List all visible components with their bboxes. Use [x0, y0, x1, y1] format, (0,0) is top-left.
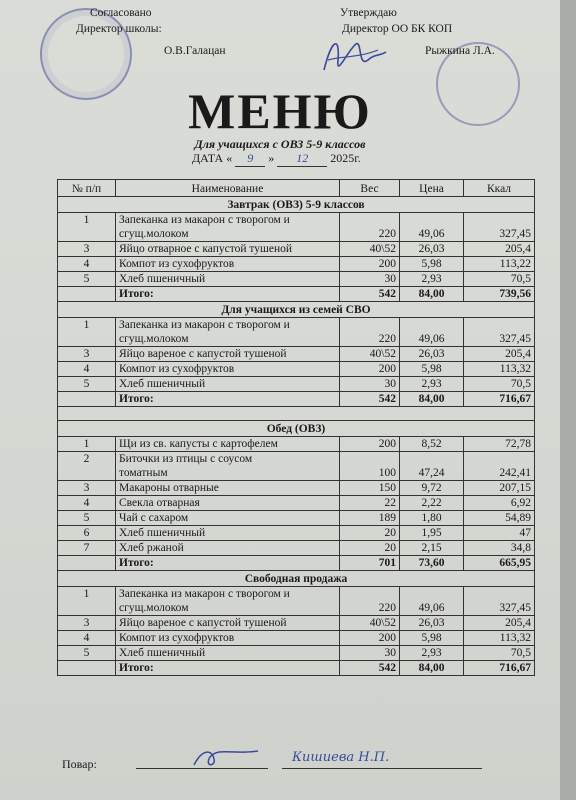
dish-name: [116, 452, 340, 481]
row-number: 3: [58, 616, 116, 631]
total-price: 84,00: [400, 287, 464, 302]
total-label: Итого:: [116, 661, 340, 676]
dish-price: 26,03: [400, 616, 464, 631]
dish-name: Щи из св. капусты с картофелем: [116, 437, 340, 452]
row-number: 7: [58, 541, 116, 556]
dish-weight: 22: [340, 496, 400, 511]
spacer-cell: [58, 407, 535, 421]
row-number: 1: [58, 437, 116, 452]
dish-name: Макароны отварные: [116, 481, 340, 496]
dish-price: 49,06: [400, 213, 464, 242]
date-label: ДАТА «: [192, 151, 233, 165]
section-header-row: [58, 421, 535, 437]
table-row: [58, 437, 535, 452]
table-row: [58, 318, 535, 347]
dish-weight: 220: [340, 318, 400, 347]
total-kcal: 739,56: [464, 287, 535, 302]
dish-name: [116, 587, 340, 616]
page-title: МЕНЮ: [188, 83, 372, 139]
dish-kcal: 207,15: [464, 481, 535, 496]
dish-name-line: сгущ.молоком: [119, 228, 189, 240]
approval-left-label: Согласовано: [90, 7, 152, 19]
table-row: [58, 257, 535, 272]
total-empty-cell: [58, 287, 116, 302]
dish-kcal: 34,8: [464, 541, 535, 556]
total-weight: 542: [340, 287, 400, 302]
dish-name-line: Биточки из птицы с соусом: [119, 453, 253, 465]
approval-right-position: Директор ОО БК КОП: [342, 23, 453, 35]
table-row: [58, 526, 535, 541]
date-month: 12: [277, 151, 327, 167]
dish-price: 2,93: [400, 377, 464, 392]
dish-price: 2,15: [400, 541, 464, 556]
dish-price: 26,03: [400, 347, 464, 362]
dish-name: Яйцо отварное с капустой тушеной: [116, 242, 340, 257]
total-kcal: 716,67: [464, 392, 535, 407]
table-row: [58, 616, 535, 631]
row-number: 1: [58, 213, 116, 242]
cook-name-line: [282, 768, 482, 769]
total-row: [58, 287, 535, 302]
dish-name-line: Запеканка из макарон с творогом и: [119, 319, 290, 331]
total-row: [58, 392, 535, 407]
dish-name: [116, 213, 340, 242]
dish-weight: 20: [340, 526, 400, 541]
approval-left-name: О.В.Галацан: [164, 45, 226, 57]
dish-name: Яйцо вареное с капустой тушеной: [116, 616, 340, 631]
dish-name: [116, 318, 340, 347]
approval-left-position: Директор школы:: [76, 23, 162, 35]
table-row: [58, 242, 535, 257]
dish-weight: 30: [340, 646, 400, 661]
total-kcal: 716,67: [464, 661, 535, 676]
total-weight: 542: [340, 661, 400, 676]
dish-weight: 220: [340, 587, 400, 616]
date-day: 9: [235, 151, 265, 167]
dish-name: Хлеб пшеничный: [116, 526, 340, 541]
dish-kcal: 327,45: [464, 587, 535, 616]
dish-weight: 220: [340, 213, 400, 242]
menu-date: [192, 151, 361, 167]
row-number: 5: [58, 511, 116, 526]
date-mid: »: [268, 151, 275, 165]
row-number: 3: [58, 347, 116, 362]
dish-price: 1,80: [400, 511, 464, 526]
section-title: Для учащихся из семей СВО: [58, 302, 535, 318]
dish-name-line: томатным: [119, 467, 168, 479]
dish-price: 1,95: [400, 526, 464, 541]
director-signature: [318, 30, 390, 86]
total-price: 84,00: [400, 661, 464, 676]
row-number: 4: [58, 257, 116, 272]
dish-name-line: Запеканка из макарон с творогом и: [119, 588, 290, 600]
dish-kcal: 327,45: [464, 213, 535, 242]
total-label: Итого:: [116, 556, 340, 571]
table-row: [58, 272, 535, 287]
dish-weight: 30: [340, 377, 400, 392]
dish-price: 5,98: [400, 631, 464, 646]
dish-weight: 150: [340, 481, 400, 496]
menu-table: [57, 179, 535, 676]
total-row: [58, 556, 535, 571]
section-title: Обед (ОВЗ): [58, 421, 535, 437]
dish-kcal: 6,92: [464, 496, 535, 511]
page-subtitle: Для учащихся с ОВЗ 5-9 классов: [194, 137, 366, 151]
dish-price: 9,72: [400, 481, 464, 496]
table-row: [58, 587, 535, 616]
row-number: 2: [58, 452, 116, 481]
total-kcal: 665,95: [464, 556, 535, 571]
dish-name: Чай с сахаром: [116, 511, 340, 526]
table-row: [58, 362, 535, 377]
dish-weight: 20: [340, 541, 400, 556]
row-number: 4: [58, 496, 116, 511]
dish-weight: 200: [340, 437, 400, 452]
table-row: [58, 347, 535, 362]
row-number: 5: [58, 646, 116, 661]
total-label: Итого:: [116, 392, 340, 407]
dish-kcal: 113,22: [464, 257, 535, 272]
column-header: Ккал: [464, 180, 535, 197]
row-number: 3: [58, 242, 116, 257]
dish-kcal: 72,78: [464, 437, 535, 452]
date-year: 2025г.: [330, 151, 361, 165]
row-number: 4: [58, 362, 116, 377]
dish-weight: 40\52: [340, 347, 400, 362]
cook-label: Повар:: [62, 757, 97, 771]
section-title: Свободная продажа: [58, 571, 535, 587]
dish-kcal: 70,5: [464, 272, 535, 287]
dish-weight: 189: [340, 511, 400, 526]
total-label: Итого:: [116, 287, 340, 302]
section-header-row: [58, 302, 535, 318]
column-header: Вес: [340, 180, 400, 197]
dish-weight: 40\52: [340, 242, 400, 257]
table-row: [58, 213, 535, 242]
row-number: 6: [58, 526, 116, 541]
total-price: 73,60: [400, 556, 464, 571]
dish-price: 8,52: [400, 437, 464, 452]
dish-name: Хлеб пшеничный: [116, 377, 340, 392]
total-weight: 701: [340, 556, 400, 571]
section-header-row: [58, 197, 535, 213]
column-header: Наименование: [116, 180, 340, 197]
dish-name: Компот из сухофруктов: [116, 362, 340, 377]
approval-right-label: Утверждаю: [340, 7, 397, 19]
dish-weight: 200: [340, 631, 400, 646]
dish-name: Яйцо вареное с капустой тушеной: [116, 347, 340, 362]
dish-weight: 40\52: [340, 616, 400, 631]
cook-signature: [188, 745, 264, 771]
dish-name: Свекла отварная: [116, 496, 340, 511]
total-row: [58, 661, 535, 676]
dish-name: Хлеб пшеничный: [116, 646, 340, 661]
table-row: [58, 496, 535, 511]
row-number: 1: [58, 587, 116, 616]
dish-price: 26,03: [400, 242, 464, 257]
table-row: [58, 452, 535, 481]
column-header: № п/п: [58, 180, 116, 197]
table-row: [58, 377, 535, 392]
total-price: 84,00: [400, 392, 464, 407]
dish-name-line: сгущ.молоком: [119, 333, 189, 345]
dish-price: 49,06: [400, 318, 464, 347]
dish-price: 5,98: [400, 257, 464, 272]
dish-price: 2,93: [400, 646, 464, 661]
dish-name: Хлеб ржаной: [116, 541, 340, 556]
dish-price: 5,98: [400, 362, 464, 377]
section-title: Завтрак (ОВЗ) 5-9 классов: [58, 197, 535, 213]
table-row: [58, 481, 535, 496]
total-empty-cell: [58, 392, 116, 407]
background-surface: [560, 0, 576, 800]
row-number: 1: [58, 318, 116, 347]
column-header: Цена: [400, 180, 464, 197]
approval-right-name: Рыжкина Л.А.: [425, 45, 495, 57]
dish-kcal: 70,5: [464, 377, 535, 392]
dish-kcal: 242,41: [464, 452, 535, 481]
section-spacer: [58, 407, 535, 421]
row-number: 5: [58, 272, 116, 287]
row-number: 3: [58, 481, 116, 496]
dish-name: Хлеб пшеничный: [116, 272, 340, 287]
dish-kcal: 205,4: [464, 616, 535, 631]
dish-name-line: Запеканка из макарон с творогом и: [119, 214, 290, 226]
dish-weight: 200: [340, 362, 400, 377]
dish-kcal: 327,45: [464, 318, 535, 347]
dish-kcal: 113,32: [464, 362, 535, 377]
dish-name-line: сгущ.молоком: [119, 602, 189, 614]
dish-kcal: 47: [464, 526, 535, 541]
dish-name: Компот из сухофруктов: [116, 257, 340, 272]
dish-kcal: 70,5: [464, 646, 535, 661]
total-empty-cell: [58, 661, 116, 676]
section-header-row: [58, 571, 535, 587]
dish-price: 2,93: [400, 272, 464, 287]
table-row: [58, 646, 535, 661]
dish-name: Компот из сухофруктов: [116, 631, 340, 646]
total-weight: 542: [340, 392, 400, 407]
row-number: 4: [58, 631, 116, 646]
dish-kcal: 54,89: [464, 511, 535, 526]
table-row: [58, 631, 535, 646]
dish-price: 2,22: [400, 496, 464, 511]
total-empty-cell: [58, 556, 116, 571]
dish-price: 47,24: [400, 452, 464, 481]
table-row: [58, 511, 535, 526]
dish-kcal: 205,4: [464, 242, 535, 257]
table-header-row: [58, 180, 535, 197]
dish-weight: 100: [340, 452, 400, 481]
dish-weight: 200: [340, 257, 400, 272]
table-row: [58, 541, 535, 556]
cook-name: Кишиева Н.П.: [292, 750, 390, 765]
dish-kcal: 205,4: [464, 347, 535, 362]
dish-price: 49,06: [400, 587, 464, 616]
dish-kcal: 113,32: [464, 631, 535, 646]
row-number: 5: [58, 377, 116, 392]
dish-weight: 30: [340, 272, 400, 287]
